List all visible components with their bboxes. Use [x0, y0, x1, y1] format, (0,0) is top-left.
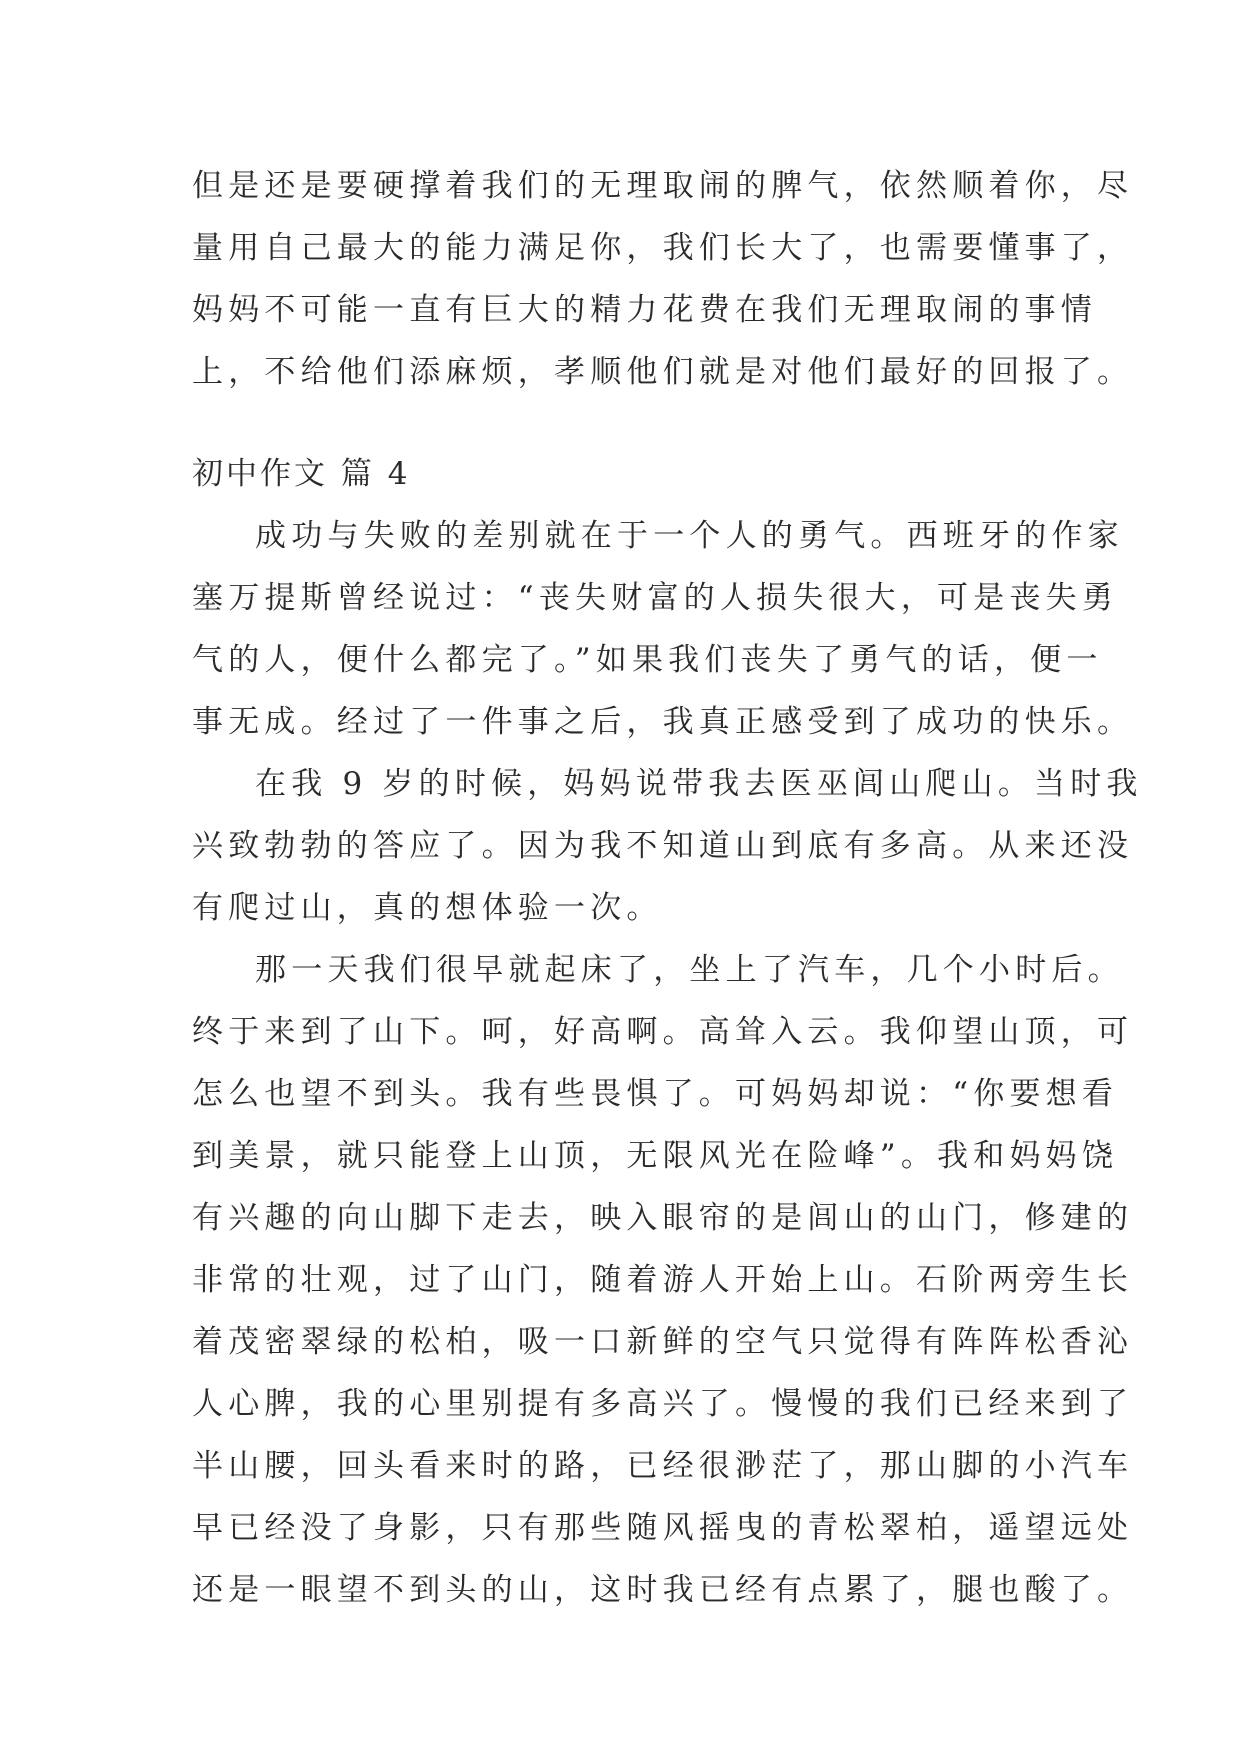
- text-line: 怎么也望不到头。我有些畏惧了。可妈妈却说：“你要想看: [192, 1076, 1119, 1112]
- text-line: 但是还是要硬撑着我们的无理取闹的脾气，依然顺着你，尽: [192, 168, 1134, 204]
- text-line: 人心脾，我的心里别提有多高兴了。慢慢的我们已经来到了: [192, 1386, 1134, 1422]
- text-line: 上，不给他们添麻烦，孝顺他们就是对他们最好的回报了。: [192, 354, 1134, 390]
- text-line: 那一天我们很早就起床了，坐上了汽车，几个小时后。: [255, 952, 1124, 988]
- text-line: 非常的壮观，过了山门，随着游人开始上山。石阶两旁生长: [192, 1262, 1134, 1298]
- text-line: 塞万提斯曾经说过：“丧失财富的人损失很大，可是丧失勇: [192, 580, 1119, 616]
- text-line: 成功与失败的差别就在于一个人的勇气。西班牙的作家: [255, 518, 1124, 554]
- text-line: 在我 9 岁的时候，妈妈说带我去医巫闾山爬山。当时我: [255, 766, 1143, 802]
- text-line: 到美景，就只能登上山顶，无限风光在险峰”。我和妈妈饶: [192, 1138, 1119, 1174]
- text-line: 还是一眼望不到头的山，这时我已经有点累了，腿也酸了。: [192, 1572, 1134, 1608]
- text-line: 着茂密翠绿的松柏，吸一口新鲜的空气只觉得有阵阵松香沁: [192, 1324, 1134, 1360]
- text-line: 终于来到了山下。呵，好高啊。高耸入云。我仰望山顶，可: [192, 1014, 1134, 1050]
- text-line: 事无成。经过了一件事之后，我真正感受到了成功的快乐。: [192, 704, 1134, 740]
- text-line: 妈妈不可能一直有巨大的精力花费在我们无理取闹的事情: [192, 292, 1097, 328]
- text-line: 有兴趣的向山脚下走去，映入眼帘的是闾山的山门，修建的: [192, 1200, 1134, 1236]
- text-line: 半山腰，回头看来时的路，已经很渺茫了，那山脚的小汽车: [192, 1448, 1134, 1484]
- text-line: 量用自己最大的能力满足你，我们长大了，也需要懂事了，: [192, 230, 1134, 266]
- text-line: 兴致勃勃的答应了。因为我不知道山到底有多高。从来还没: [192, 828, 1134, 864]
- text-line: 有爬过山，真的想体验一次。: [192, 890, 663, 926]
- text-line: 早已经没了身影，只有那些随风摇曳的青松翠柏，遥望远处: [192, 1510, 1134, 1546]
- section-heading: 初中作文 篇 4: [192, 456, 411, 492]
- text-line: 气的人，便什么都完了。”如果我们丧失了勇气的话，便一: [192, 642, 1103, 678]
